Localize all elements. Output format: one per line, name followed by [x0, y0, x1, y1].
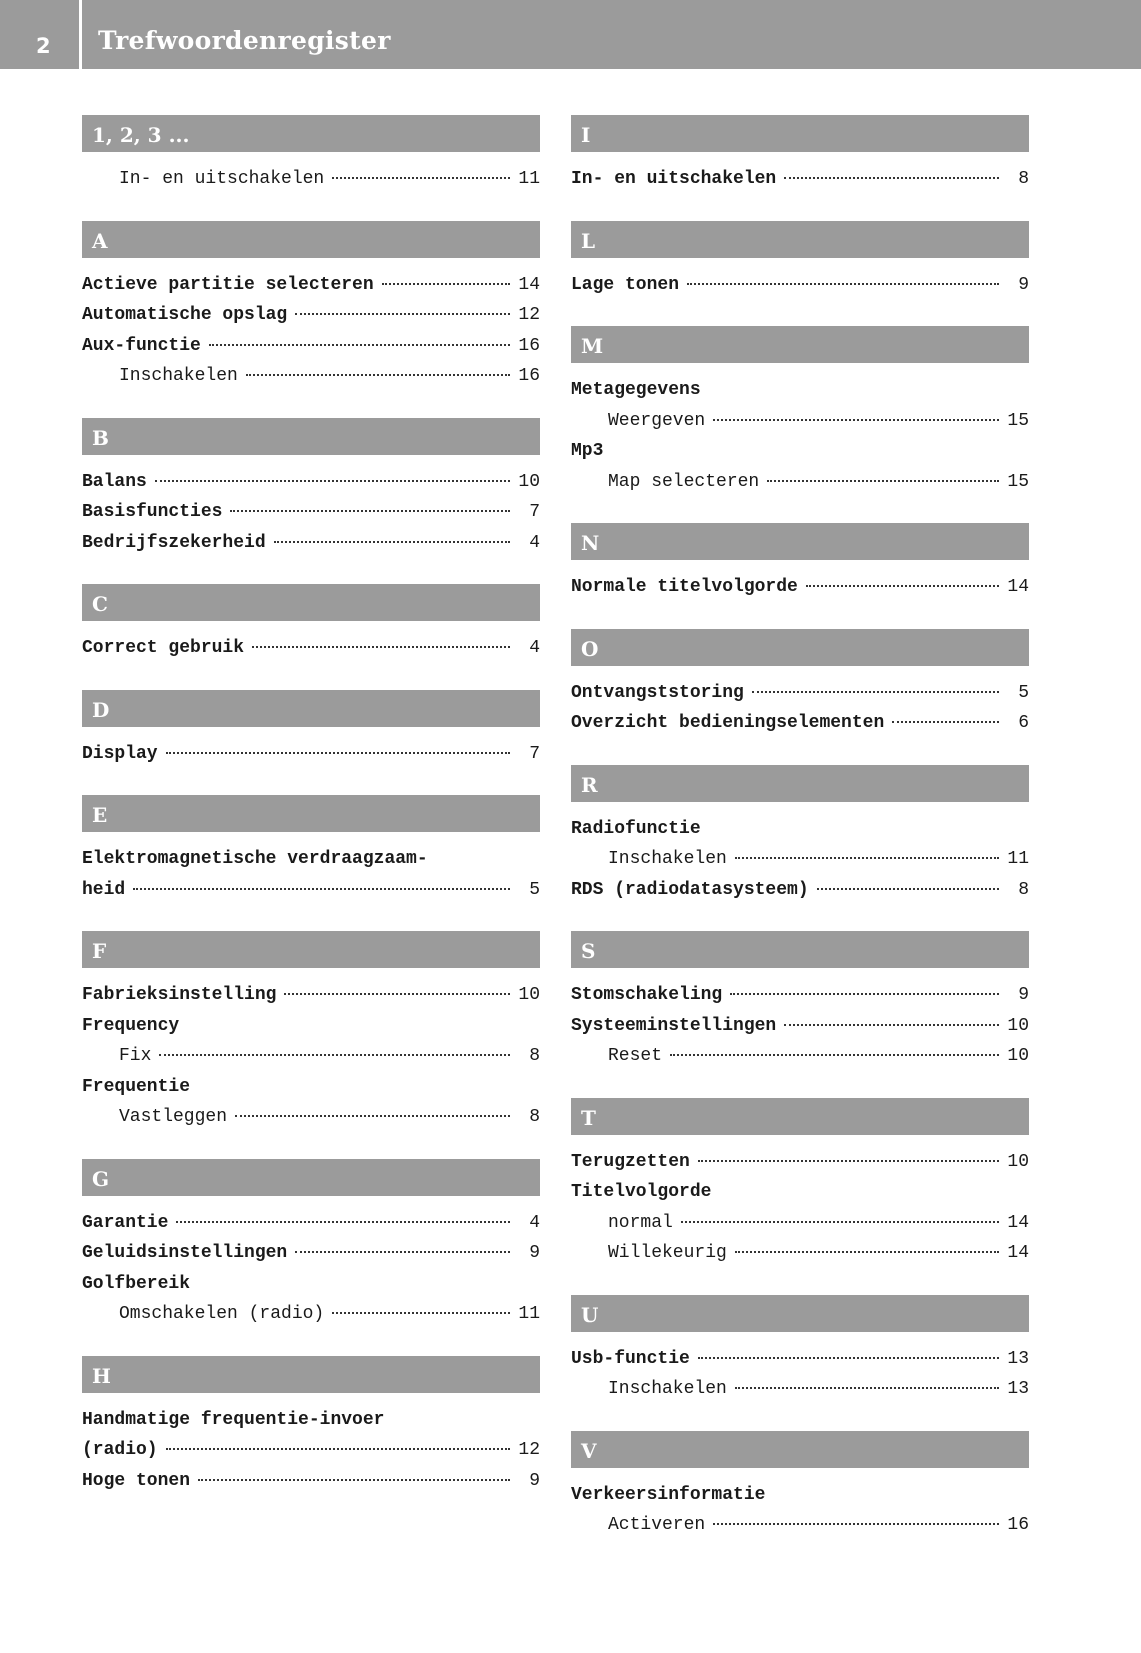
- index-entry: [82, 1102, 540, 1133]
- entry-label: Mp3: [571, 441, 604, 461]
- dot-leader: [166, 752, 510, 754]
- index-entry: [571, 406, 1029, 437]
- section-letter-bar: M: [571, 326, 1029, 363]
- entry-page-number: 15: [1007, 410, 1029, 431]
- entry-label: Basisfuncties: [82, 502, 223, 522]
- section-letter-bar: T: [571, 1098, 1029, 1135]
- index-section: [82, 584, 540, 664]
- index-entry: [82, 497, 540, 528]
- index-section: [82, 931, 540, 1133]
- entry-label: Frequency: [82, 1015, 180, 1036]
- dot-leader: [735, 1387, 999, 1389]
- section-letter-bar: O: [571, 629, 1029, 666]
- dot-leader: [198, 1479, 510, 1481]
- entry-page-number: 11: [518, 1304, 540, 1324]
- index-entry: [82, 164, 540, 195]
- index-section: [571, 221, 1029, 301]
- entry-label: (radio): [82, 1440, 158, 1460]
- index-section: [571, 1431, 1029, 1541]
- index-section: [571, 523, 1029, 603]
- page-title: Trefwoordenregister: [98, 26, 391, 55]
- index-section: [571, 931, 1029, 1072]
- entry-page-number: 14: [518, 274, 540, 295]
- dot-leader: [246, 374, 510, 376]
- entry-page-number: 16: [518, 366, 540, 386]
- section-letter-bar: S: [571, 931, 1029, 968]
- index-entry: [571, 164, 1029, 195]
- entry-page-number: 8: [1018, 879, 1029, 900]
- index-entry: [82, 1041, 540, 1072]
- index-entry: [571, 1011, 1029, 1042]
- index-entry: [82, 1208, 540, 1239]
- section-letter-bar: E: [82, 795, 540, 832]
- entry-label: Correct gebruik: [82, 638, 245, 658]
- index-entry: [571, 875, 1029, 906]
- entry-label: Stomschakeling: [571, 985, 723, 1005]
- entry-page-number: 12: [518, 305, 540, 325]
- index-entry: [571, 270, 1029, 301]
- entry-label: Overzicht bedieningselementen: [571, 713, 885, 733]
- section-letter-bar: V: [571, 1431, 1029, 1468]
- entry-label: Balans: [82, 471, 147, 492]
- entry-label: Inschakelen: [608, 1379, 727, 1399]
- dot-leader: [784, 177, 999, 179]
- dot-leader: [235, 1115, 510, 1117]
- dot-leader: [382, 283, 510, 285]
- entry-label: Metagegevens: [571, 380, 701, 400]
- entry-label: Hoge tonen: [82, 1470, 191, 1491]
- index-section: [571, 629, 1029, 739]
- entry-label: Verkeersinformatie: [571, 1484, 766, 1505]
- entry-page-number: 6: [1018, 713, 1029, 733]
- section-letter-bar: U: [571, 1295, 1029, 1332]
- entry-label: Bedrijfszekerheid: [82, 532, 266, 553]
- index-entry: [82, 875, 540, 906]
- section-letter-bar: F: [82, 931, 540, 968]
- entry-page-number: 15: [1007, 471, 1029, 492]
- dot-leader: [332, 177, 510, 179]
- dot-leader: [155, 480, 510, 482]
- entry-label: Frequentie: [82, 1076, 191, 1097]
- entry-label: In- en uitschakelen: [119, 169, 325, 189]
- index-entry: [571, 467, 1029, 498]
- entry-page-number: 8: [529, 1046, 540, 1066]
- entry-page-number: 14: [1007, 577, 1029, 597]
- dot-leader: [752, 691, 999, 693]
- entry-page-number: 10: [1007, 1046, 1029, 1066]
- index-section: [82, 418, 540, 559]
- index-entry: [571, 1344, 1029, 1375]
- entry-page-number: 11: [1007, 849, 1029, 869]
- section-letter-bar: D: [82, 690, 540, 727]
- entry-label: Reset: [608, 1046, 663, 1066]
- dot-leader: [735, 857, 999, 859]
- index-section: [82, 795, 540, 905]
- dot-leader: [817, 888, 999, 890]
- entry-label: RDS (radiodatasysteem): [571, 879, 809, 900]
- dot-leader: [166, 1448, 510, 1450]
- entry-label: Inschakelen: [608, 849, 727, 869]
- section-letter-bar: N: [571, 523, 1029, 560]
- dot-leader: [295, 1251, 510, 1253]
- section-letter-bar: I: [571, 115, 1029, 152]
- index-entry: [82, 528, 540, 559]
- entry-label: Lage tonen: [571, 274, 680, 295]
- entry-page-number: 5: [1018, 682, 1029, 703]
- index-entry: [82, 1269, 540, 1300]
- dot-leader: [230, 510, 510, 512]
- index-section: [82, 115, 540, 195]
- index-section: [571, 765, 1029, 906]
- index-column-right: [571, 115, 1029, 1567]
- dot-leader: [252, 646, 510, 648]
- index-entry: [82, 300, 540, 331]
- entry-page-number: 9: [1018, 985, 1029, 1005]
- entry-label: Golfbereik: [82, 1273, 191, 1294]
- index-section: [571, 326, 1029, 497]
- index-section: [82, 1159, 540, 1330]
- dot-leader: [806, 585, 999, 587]
- section-letter-bar: C: [82, 584, 540, 621]
- dot-leader: [735, 1251, 999, 1253]
- dot-leader: [295, 313, 510, 315]
- entry-label: Systeeminstellingen: [571, 1015, 777, 1036]
- entry-page-number: 10: [518, 985, 540, 1005]
- entry-label: normal: [608, 1212, 673, 1233]
- entry-page-number: 9: [1018, 274, 1029, 295]
- index-section: [571, 1295, 1029, 1405]
- page-header: [0, 0, 1141, 69]
- entry-label: heid: [82, 879, 126, 900]
- index-entry: [82, 361, 540, 392]
- dot-leader: [159, 1054, 510, 1056]
- dot-leader: [670, 1054, 999, 1056]
- entry-page-number: 10: [1007, 1015, 1029, 1036]
- entry-page-number: 13: [1007, 1379, 1029, 1399]
- index-entry: [571, 708, 1029, 739]
- index-entry: [82, 633, 540, 664]
- entry-label: Weergeven: [608, 410, 706, 431]
- index-entry: [571, 814, 1029, 845]
- dot-leader: [698, 1160, 999, 1162]
- index-entry: [571, 1238, 1029, 1269]
- index-entry: [571, 1374, 1029, 1405]
- entry-label: Aux-functie: [82, 335, 201, 356]
- dot-leader: [730, 993, 999, 995]
- section-letter-bar: R: [571, 765, 1029, 802]
- page-number: 2: [36, 34, 51, 58]
- entry-page-number: 10: [1007, 1151, 1029, 1172]
- index-entry: [82, 331, 540, 362]
- index-entry: [571, 572, 1029, 603]
- entry-page-number: 4: [529, 638, 540, 658]
- entry-label: Terugzetten: [571, 1151, 690, 1172]
- entry-label: Handmatige frequentie-invoer: [82, 1409, 385, 1430]
- index-entry: [571, 678, 1029, 709]
- entry-page-number: 7: [529, 743, 540, 764]
- index-section: [82, 690, 540, 770]
- entry-label: Willekeurig: [608, 1243, 727, 1263]
- entry-label: Elektromagnetische verdraagzaam-: [82, 849, 428, 869]
- entry-page-number: 16: [518, 335, 540, 356]
- index-entry: [571, 1147, 1029, 1178]
- entry-label: Display: [82, 743, 158, 764]
- index-section: [571, 115, 1029, 195]
- index-entry: [82, 1238, 540, 1269]
- index-entry: [82, 1405, 540, 1436]
- dot-leader: [209, 344, 510, 346]
- section-letter-bar: B: [82, 418, 540, 455]
- header-divider: [79, 0, 82, 69]
- entry-label: Geluidsinstellingen: [82, 1243, 288, 1263]
- index-entry: [571, 1510, 1029, 1541]
- dot-leader: [713, 1523, 999, 1525]
- entry-label: Ontvangststoring: [571, 682, 744, 703]
- index-entry: [82, 1435, 540, 1466]
- index-entry: [82, 1011, 540, 1042]
- entry-page-number: 8: [1018, 169, 1029, 189]
- section-letter-bar: G: [82, 1159, 540, 1196]
- entry-label: Map selecteren: [608, 471, 760, 492]
- entry-page-number: 11: [518, 169, 540, 189]
- entry-page-number: 16: [1007, 1515, 1029, 1535]
- index-entry: [82, 739, 540, 770]
- entry-label: Inschakelen: [119, 366, 238, 386]
- entry-label: Fix: [119, 1046, 152, 1066]
- index-entry: [571, 375, 1029, 406]
- entry-label: In- en uitschakelen: [571, 169, 777, 189]
- entry-label: Actieve partitie selecteren: [82, 274, 374, 295]
- index-entry: [571, 1177, 1029, 1208]
- index-section: [82, 1356, 540, 1497]
- entry-page-number: 4: [529, 532, 540, 553]
- entry-page-number: 5: [529, 879, 540, 900]
- entry-page-number: 8: [529, 1107, 540, 1127]
- section-letter-bar: A: [82, 221, 540, 258]
- dot-leader: [274, 541, 510, 543]
- dot-leader: [687, 283, 999, 285]
- entry-page-number: 10: [518, 471, 540, 492]
- dot-leader: [713, 419, 999, 421]
- entry-page-number: 12: [518, 1440, 540, 1460]
- index-entry: [571, 436, 1029, 467]
- entry-label: Automatische opslag: [82, 305, 288, 325]
- index-section: [82, 221, 540, 392]
- index-entry: [82, 980, 540, 1011]
- entry-page-number: 9: [529, 1470, 540, 1491]
- entry-page-number: 14: [1007, 1212, 1029, 1233]
- entry-label: Fabrieksinstelling: [82, 985, 277, 1005]
- index-entry: [571, 1208, 1029, 1239]
- index-entry: [82, 1466, 540, 1497]
- dot-leader: [176, 1221, 510, 1223]
- entry-page-number: 9: [529, 1243, 540, 1263]
- entry-label: Omschakelen (radio): [119, 1304, 325, 1324]
- section-letter-bar: H: [82, 1356, 540, 1393]
- index-entry: [82, 1072, 540, 1103]
- entry-page-number: 4: [529, 1212, 540, 1233]
- dot-leader: [892, 721, 999, 723]
- entry-page-number: 13: [1007, 1348, 1029, 1369]
- dot-leader: [133, 888, 510, 890]
- index-entry: [571, 1041, 1029, 1072]
- entry-label: Normale titelvolgorde: [571, 577, 798, 597]
- index-entry: [82, 270, 540, 301]
- dot-leader: [681, 1221, 999, 1223]
- index-entry: [571, 980, 1029, 1011]
- index-entry: [82, 467, 540, 498]
- dot-leader: [784, 1024, 999, 1026]
- index-entry: [82, 844, 540, 875]
- dot-leader: [767, 480, 999, 482]
- dot-leader: [698, 1357, 999, 1359]
- section-letter-bar: L: [571, 221, 1029, 258]
- index-entry: [571, 844, 1029, 875]
- entry-page-number: 14: [1007, 1243, 1029, 1263]
- index-section: [571, 1098, 1029, 1269]
- entry-page-number: 7: [529, 502, 540, 522]
- index-entry: [82, 1299, 540, 1330]
- index-column-left: [82, 115, 540, 1522]
- entry-label: Vastleggen: [119, 1107, 228, 1127]
- entry-label: Titelvolgorde: [571, 1182, 712, 1202]
- entry-label: Usb-functie: [571, 1348, 690, 1369]
- section-letter-bar: 1, 2, 3 ...: [82, 115, 540, 152]
- entry-label: Radiofunctie: [571, 818, 701, 839]
- dot-leader: [332, 1312, 510, 1314]
- entry-label: Garantie: [82, 1212, 169, 1233]
- dot-leader: [284, 993, 510, 995]
- entry-label: Activeren: [608, 1515, 706, 1535]
- index-entry: [571, 1480, 1029, 1511]
